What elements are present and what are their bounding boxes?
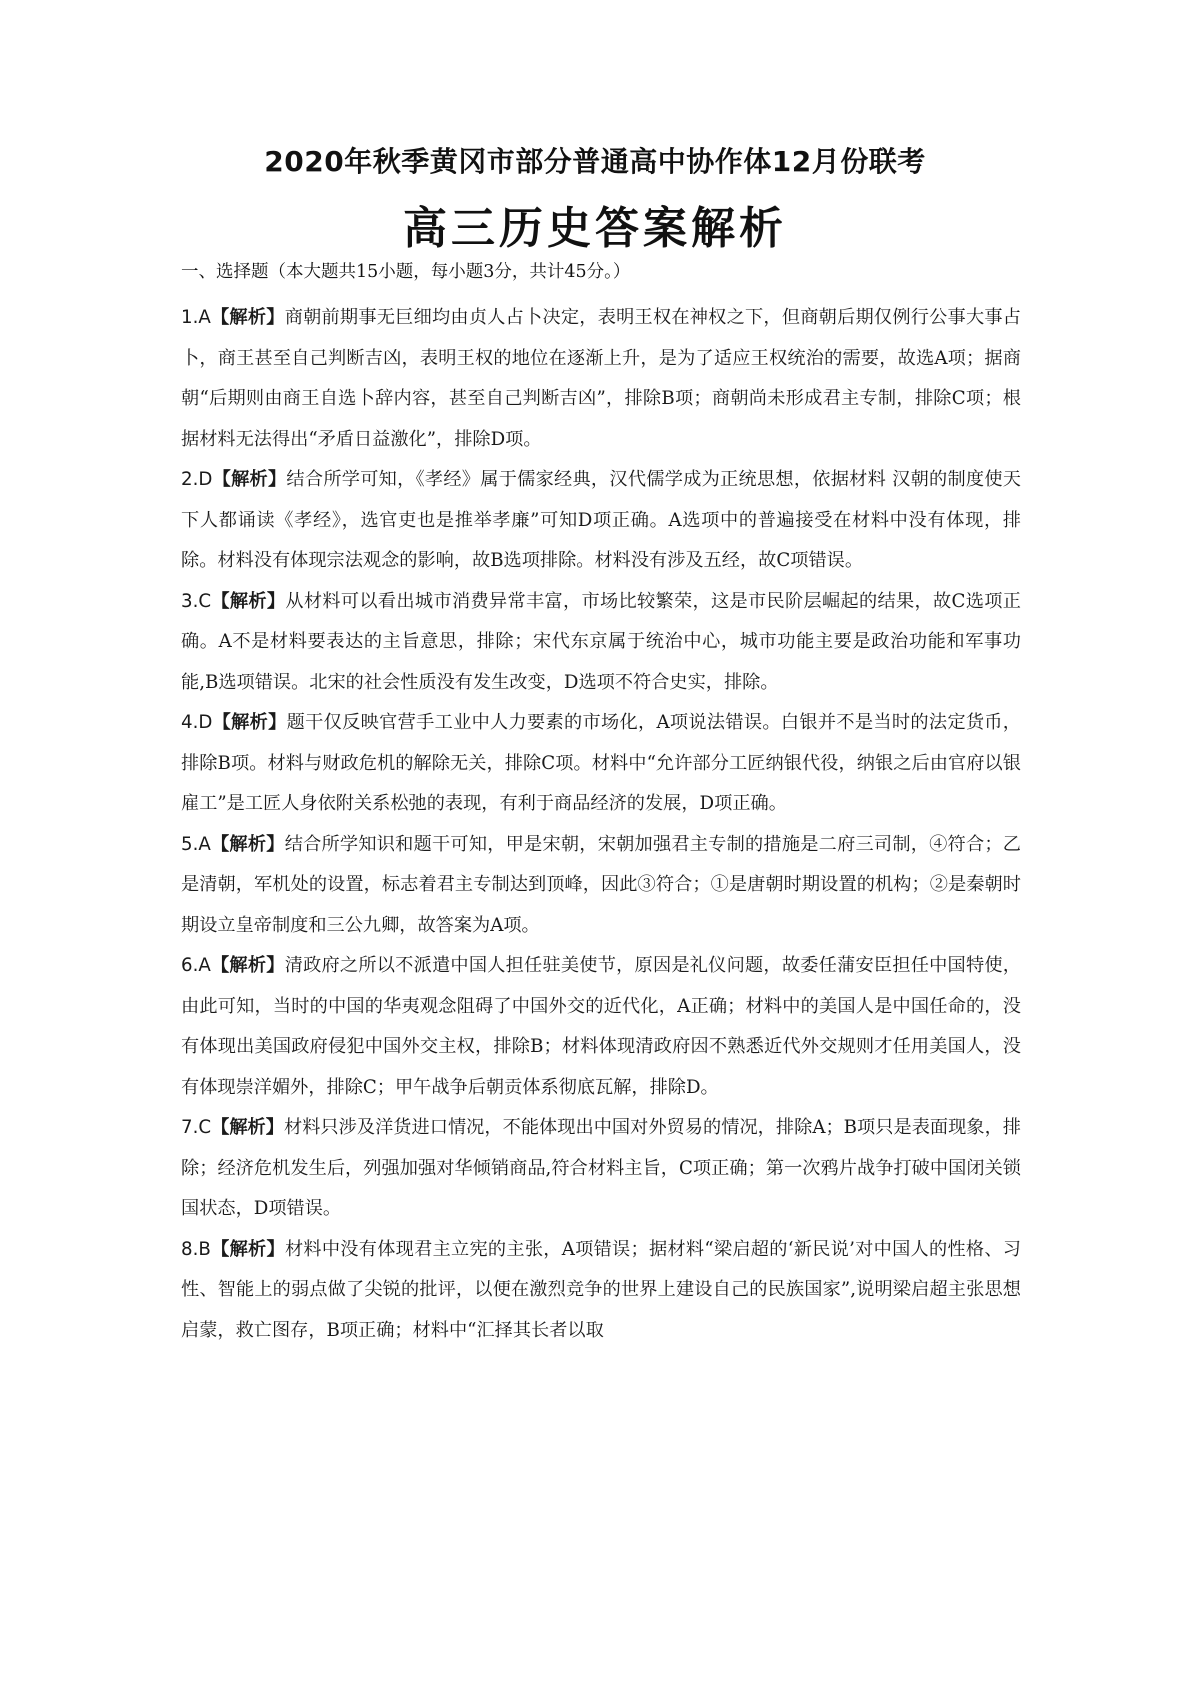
answer-number: 5.A <box>181 833 211 855</box>
analysis-text: 题干仅反映官营手工业中人力要素的市场化，A项说法错误。白银并不是当时的法定货币，排除B项。材料与财政危机的解除无关，排除C项。材料中“允许部分工匠纳银代役，纳银之后由官府以银雇工”是工匠人身依附关系松弛的表现，有利于商品经济的发展，D项正确。 <box>181 712 1021 814</box>
answer-item-1 <box>181 298 1021 460</box>
answer-item-3 <box>181 582 1021 704</box>
analysis-tag: 【解析】 <box>210 1238 285 1260</box>
analysis-text: 结合所学可知，《孝经》属于儒家经典，汉代儒学成为正统思想，依据材料 汉朝的制度使天下人都诵读《孝经》，选官吏也是推举孝廉”可知D项正确。A选项中的普遍接受在材料中没有体现，排除。材料没有体现宗法观念的影响，故B选项排除。材料没有涉及五经，故C项错误。 <box>181 469 1021 571</box>
analysis-tag: 【解析】 <box>212 469 287 490</box>
answer-item-5 <box>181 825 1021 947</box>
analysis-text: 结合所学知识和题干可知，甲是宋朝，宋朝加强君主专制的措施是二府三司制，④符合；乙是清朝，军机处的设置，标志着君主专制达到顶峰，因此③符合；①是唐朝时期设置的机构；②是秦朝时期设立皇帝制度和三公九卿，故答案为A项。 <box>181 833 1021 936</box>
answer-item-7 <box>181 1108 1021 1230</box>
analysis-text: 清政府之所以不派遣中国人担任驻美使节，原因是礼仪问题，故委任蒲安臣担任中国特使，由此可知，当时的中国的华夷观念阻碍了中国外交的近代化，A正确；材料中的美国人是中国任命的，没有体现出美国政府侵犯中国外交主权，排除B；材料体现清政府因不熟悉近代外交规则才任用美国人，没有体现崇洋媚外，排除C；甲午战争后朝贡体系彻底瓦解，排除D。 <box>181 955 1021 1098</box>
answer-item-4 <box>181 703 1021 825</box>
analysis-tag: 【解析】 <box>212 712 287 733</box>
answer-number: 3.C <box>181 590 212 612</box>
answer-number: 2.D <box>181 469 213 490</box>
analysis-tag: 【解析】 <box>210 307 285 328</box>
answer-item-8 <box>181 1230 1021 1352</box>
exam-title: 2020年秋季黄冈市部分普通高中协作体12月份联考 <box>264 145 926 178</box>
answer-number: 1.A <box>181 307 211 328</box>
answer-number: 8.B <box>181 1238 211 1260</box>
analysis-tag: 【解析】 <box>211 1117 284 1138</box>
analysis-text: 从材料可以看出城市消费异常丰富，市场比较繁荣，这是市民阶层崛起的结果，故C选项正确。A不是材料要表达的主旨意思，排除；宋代东京属于统治中心，城市功能主要是政治功能和军事功能,B选项错误。北宋的社会性质没有发生改变，D选项不符合史实，排除。 <box>181 590 1021 693</box>
answer-number: 6.A <box>181 955 211 976</box>
section-heading: 一、选择题（本大题共15小题，每小题3分，共计45分。） <box>181 262 631 282</box>
answer-key-title: 高三历史答案解析 <box>403 203 787 254</box>
answer-list <box>181 298 1021 1351</box>
analysis-tag: 【解析】 <box>211 590 286 612</box>
answer-number: 7.C <box>181 1117 212 1138</box>
answer-item-2 <box>181 460 1021 582</box>
analysis-text: 材料中没有体现君主立宪的主张，A项错误；据材料“梁启超的‘新民说’对中国人的性格、习性、智能上的弱点做了尖锐的批评，以便在激烈竞争的世界上建设自己的民族国家”,说明梁启超主张思想启蒙，救亡图存，B项正确；材料中“汇择其长者以取 <box>181 1238 1021 1341</box>
analysis-tag: 【解析】 <box>210 833 285 855</box>
analysis-tag: 【解析】 <box>210 955 285 976</box>
answer-item-6 <box>181 946 1021 1108</box>
analysis-text: 材料只涉及洋货进口情况，不能体现出中国对外贸易的情况，排除A；B项只是表面现象，排除；经济危机发生后，列强加强对华倾销商品,符合材料主旨，C项正确；第一次鸦片战争打破中国闭关锁国状态，D项错误。 <box>181 1117 1021 1219</box>
answer-number: 4.D <box>181 712 213 733</box>
analysis-text: 商朝前期事无巨细均由贞人占卜决定，表明王权在神权之下，但商朝后期仅例行公事大事占卜，商王甚至自己判断吉凶，表明王权的地位在逐渐上升，是为了适应王权统治的需要，故选A项；据商朝“后期则由商王自选卜辞内容，甚至自己判断吉凶”，排除B项；商朝尚未形成君主专制，排除C项；根据材料无法得出“矛盾日益激化”，排除D项。 <box>181 307 1021 450</box>
